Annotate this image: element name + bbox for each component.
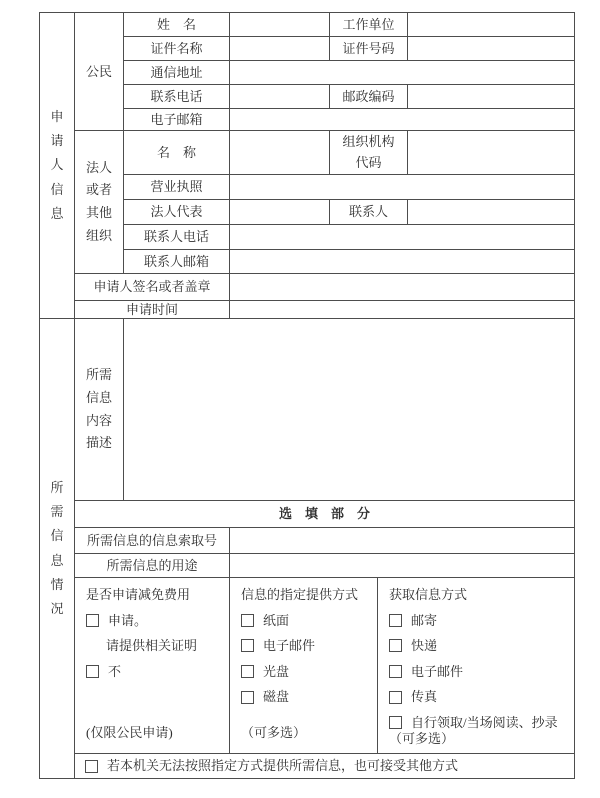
checkbox-obtain-email-icon[interactable] bbox=[389, 665, 402, 678]
postcode-label: 邮政编码 bbox=[330, 85, 408, 109]
signature-input-cell[interactable] bbox=[230, 274, 575, 301]
cert-name-input-cell[interactable] bbox=[230, 37, 330, 61]
apply-time-input-cell[interactable] bbox=[230, 301, 575, 319]
fee-option-no[interactable]: 不 bbox=[86, 664, 121, 680]
work-unit-input-cell[interactable] bbox=[408, 13, 575, 37]
legal-group-label bbox=[75, 131, 124, 274]
description-input-cell[interactable] bbox=[124, 319, 575, 501]
applicant-section-label-text: 申请人信息 bbox=[50, 109, 64, 221]
checkbox-self-icon[interactable] bbox=[389, 716, 402, 729]
org-code-input-cell[interactable] bbox=[408, 131, 575, 175]
fallback-option-row[interactable] bbox=[75, 754, 575, 779]
index-no-label: 所需信息的信息索取号 bbox=[75, 528, 230, 554]
legal-rep-input-cell[interactable] bbox=[230, 200, 330, 225]
provide-method-footnote: （可多选） bbox=[241, 725, 307, 741]
legal-group-label-text: 法人或者其他组织 bbox=[85, 159, 112, 243]
org-name-label: 名 称 bbox=[124, 131, 230, 175]
contact-phone-label: 联系人电话 bbox=[124, 225, 230, 250]
fee-apply-note: 请提供相关证明 bbox=[106, 638, 198, 654]
phone-label: 联系电话 bbox=[124, 85, 230, 109]
contact-email-input-cell[interactable] bbox=[230, 250, 575, 274]
org-code-label: 组织机构代码 bbox=[330, 131, 408, 175]
cert-no-input-cell[interactable] bbox=[408, 37, 575, 61]
obtain-option-express[interactable]: 快递 bbox=[389, 638, 437, 654]
optional-section-header: 选填部分 bbox=[75, 501, 575, 528]
org-name-input-cell[interactable] bbox=[230, 131, 330, 175]
contact-phone-input-cell[interactable] bbox=[230, 225, 575, 250]
address-input-cell[interactable] bbox=[230, 61, 575, 85]
fee-footnote: (仅限公民申请) bbox=[86, 725, 173, 741]
checkbox-mail-icon[interactable] bbox=[389, 614, 402, 627]
usage-input-cell[interactable] bbox=[230, 554, 575, 578]
provide-method-title: 信息的指定提供方式 bbox=[241, 587, 359, 602]
citizen-group-label-text: 公民 bbox=[85, 63, 112, 79]
index-no-input-cell[interactable] bbox=[230, 528, 575, 554]
apply-time-label: 申请时间 bbox=[75, 301, 230, 319]
checkbox-express-icon[interactable] bbox=[389, 639, 402, 652]
checkbox-apply-icon[interactable] bbox=[86, 614, 99, 627]
email-input-cell[interactable] bbox=[230, 109, 575, 131]
obtain-option-email[interactable]: 电子邮件 bbox=[389, 664, 463, 680]
required-info-section-label bbox=[40, 319, 75, 779]
name-input-cell[interactable] bbox=[230, 13, 330, 37]
signature-label: 申请人签名或者盖章 bbox=[75, 274, 230, 301]
provide-option-paper[interactable]: 纸面 bbox=[241, 613, 289, 629]
checkbox-fallback-icon[interactable] bbox=[85, 760, 98, 773]
cert-name-label: 证件名称 bbox=[124, 37, 230, 61]
license-label: 营业执照 bbox=[124, 175, 230, 200]
cert-no-label: 证件号码 bbox=[330, 37, 408, 61]
usage-label: 所需信息的用途 bbox=[75, 554, 230, 578]
postcode-input-cell[interactable] bbox=[408, 85, 575, 109]
checkbox-disk-icon[interactable] bbox=[241, 691, 254, 704]
obtain-option-mail[interactable]: 邮寄 bbox=[389, 613, 437, 629]
application-form-table bbox=[39, 12, 575, 779]
applicant-section-label bbox=[40, 13, 75, 319]
provide-option-cd[interactable]: 光盘 bbox=[241, 664, 289, 680]
fee-reduction-cell bbox=[75, 578, 230, 754]
required-info-section-label-text: 所需信息情况 bbox=[50, 480, 64, 616]
checkbox-provide-email-icon[interactable] bbox=[241, 639, 254, 652]
checkbox-fax-icon[interactable] bbox=[389, 691, 402, 704]
provide-option-email[interactable]: 电子邮件 bbox=[241, 638, 315, 654]
provide-option-disk[interactable]: 磁盘 bbox=[241, 689, 289, 705]
name-label: 姓 名 bbox=[124, 13, 230, 37]
fallback-option-text: 若本机关无法按照指定方式提供所需信息，也可接受其他方式 bbox=[107, 758, 459, 774]
obtain-method-footnote: （可多选） bbox=[389, 730, 455, 746]
checkbox-no-icon[interactable] bbox=[86, 665, 99, 678]
contact-label: 联系人 bbox=[330, 200, 408, 225]
legal-rep-label: 法人代表 bbox=[124, 200, 230, 225]
fee-option-apply[interactable]: 申请。 bbox=[86, 613, 147, 629]
obtain-option-self[interactable]: 自行领取/当场阅读、抄录 bbox=[389, 715, 558, 731]
fee-reduction-title: 是否申请减免费用 bbox=[86, 587, 191, 602]
license-input-cell[interactable] bbox=[230, 175, 575, 200]
checkbox-paper-icon[interactable] bbox=[241, 614, 254, 627]
obtain-method-cell bbox=[378, 578, 575, 754]
checkbox-cd-icon[interactable] bbox=[241, 665, 254, 678]
obtain-method-title: 获取信息方式 bbox=[389, 587, 468, 602]
description-label: 所需信息内容描述 bbox=[75, 319, 124, 501]
address-label: 通信地址 bbox=[124, 61, 230, 85]
obtain-option-fax[interactable]: 传真 bbox=[389, 689, 437, 705]
citizen-group-label bbox=[75, 13, 124, 131]
email-label: 电子邮箱 bbox=[124, 109, 230, 131]
contact-input-cell[interactable] bbox=[408, 200, 575, 225]
contact-email-label: 联系人邮箱 bbox=[124, 250, 230, 274]
work-unit-label: 工作单位 bbox=[330, 13, 408, 37]
phone-input-cell[interactable] bbox=[230, 85, 330, 109]
provide-method-cell bbox=[230, 578, 378, 754]
